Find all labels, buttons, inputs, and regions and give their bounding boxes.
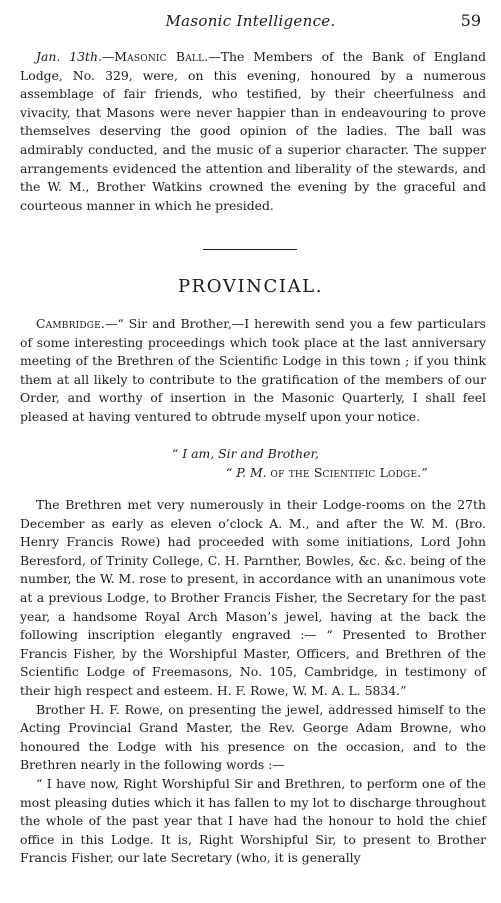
page-number: 59 — [460, 11, 481, 30]
letter-closing: “ I am, Sir and Brother, — [172, 446, 319, 461]
report-paragraph-3: “ I have now, Right Worshipful Sir and Brethren, to perform one of the most pleasing duties which it has fallen to my lot to discharge throughout the whole of the past year that I have had the honour to hold the chief office in this Lodge. It is, Right Worshipful Sir, to present to Brother Francis Fisher, our late Secretary (who, it is generally — [20, 775, 486, 866]
signature-suffix: ” — [421, 465, 428, 480]
report-paragraph-2: Brother H. F. Rowe, on presenting the jewel, addressed himself to the Acting Provincial Grand Master, the Rev. George Adam Browne, who honoured the Lodge with his presence on the occasion, and to the Brethren nearly in the following words :— — [20, 701, 486, 773]
signature-lodge: of the Scientific Lodge. — [270, 465, 422, 480]
entry-heading: Masonic Ball. — [114, 49, 209, 64]
signature-prefix: “ P. M. — [226, 465, 271, 480]
place-heading: Cambridge. — [36, 316, 106, 331]
entry-dash: — — [101, 49, 115, 64]
letter-text: —“ Sir and Brother,—I herewith send you a few particulars of some interesting proceedings which took place at the last anniversary meeting of the Brethren of the Scientific Lodge in this town ; if you think them at all likely to contribute to the gratification of the members of our Order, and worthy of insertion in the Masonic Quarterly, I shall feel pleased at having ventured to obtrude myself upon your notice. — [20, 316, 486, 424]
running-title: Masonic Intelligence. — [165, 12, 336, 30]
letter-signature — [226, 465, 428, 480]
entry-text: —The Members of the Bank of England Lodge, No. 329, were, on this evening, honoured by a numerous assemblage of fair friends, who testified, by their cheerfulness and vivacity, that Masons were never happier than in endeavouring to prove themselves deserving the good opinion of the ladies. The ball was admirably conducted, and the music of a superior character. The supper arrangements evidenced the attention and liberality of the stewards, and the W. M., Brother Watkins crowned the evening by the graceful and courteous manner in which he presided. — [20, 49, 486, 213]
report-paragraph-1: The Brethren met very numerously in their Lodge-rooms on the 27th December as early as eleven o’clock A. M., and after the W. M. (Bro. Henry Francis Rowe) had proceeded with some initiations, Lord John Beresford, of Trinity College, C. H. Parnther, Bowles, &c. &c. being of the number, the W. M. rose to present, in accordance with an unanimous vote at a previous Lodge, to Brother Francis Fisher, the Secretary for the past year, a handsome Royal Arch Mason’s jewel, having at the back the following inscription elegantly engraved :— “ Presented to Brother Francis Fisher, by the Worshipful Master, Officers, and Brethren of the Scientific Lodge of Freemasons, No. 105, Cambridge, in testimony of their high respect and esteem. H. F. Rowe, W. M. A. L. 5834.” — [20, 497, 486, 698]
cambridge-letter-paragraph — [20, 315, 486, 427]
report-body — [20, 496, 486, 868]
running-head — [0, 10, 501, 32]
section-heading: PROVINCIAL. — [177, 276, 324, 297]
entry-date: Jan. 13th. — [36, 49, 102, 64]
section-divider — [203, 249, 297, 250]
masonic-ball-paragraph — [20, 48, 486, 215]
